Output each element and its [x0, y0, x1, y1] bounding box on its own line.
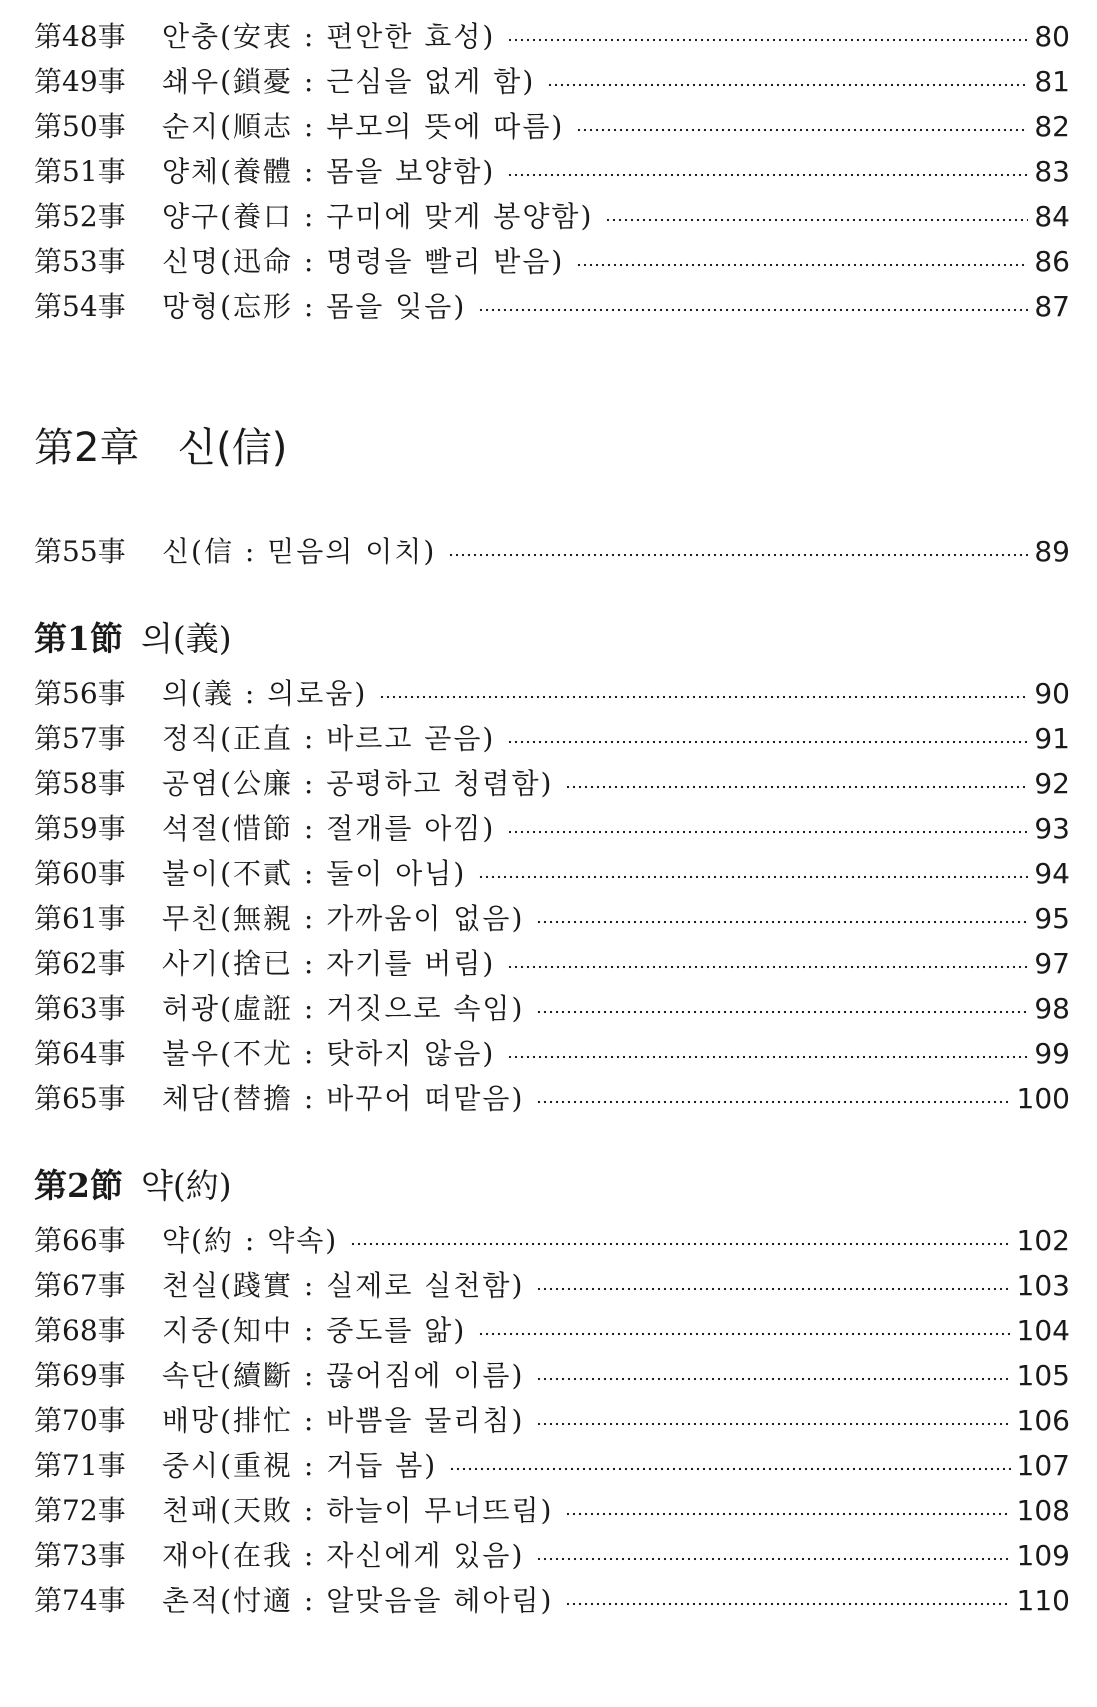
toc-entry: [34, 1444, 1070, 1488]
entry-page-number: 110: [1016, 1584, 1070, 1617]
leader-dots: [507, 1055, 1028, 1059]
toc-entry: [34, 1032, 1070, 1076]
toc-entry: [34, 1077, 1070, 1121]
entry-number: 第49事: [34, 65, 126, 98]
entry-page-number: 100: [1016, 1082, 1070, 1115]
entry-page-number: 105: [1016, 1359, 1070, 1392]
entry-page-number: 89: [1034, 535, 1070, 568]
leader-dots: [448, 553, 1028, 557]
leader-dots: [536, 1377, 1010, 1381]
leader-dots: [565, 1602, 1010, 1606]
entry-page-number: 94: [1034, 857, 1070, 890]
section-title: 약(約): [140, 1166, 232, 1205]
entry-number: 第62事: [34, 947, 126, 980]
entry-page-number: 102: [1016, 1224, 1070, 1257]
entry-title: 배망(排忙 : 바쁨을 물리침): [162, 1404, 525, 1437]
toc-entry: [34, 1579, 1070, 1623]
entry-title: 양구(養口 : 구미에 맞게 봉양함): [162, 200, 594, 233]
entry-title: 정직(正直 : 바르고 곧음): [162, 722, 496, 755]
entry-page-number: 83: [1034, 155, 1070, 188]
entry-page-number: 104: [1016, 1314, 1070, 1347]
entry-page-number: 81: [1034, 65, 1070, 98]
toc-entry: [34, 852, 1070, 896]
entry-number: 第61事: [34, 902, 126, 935]
entry-page-number: 109: [1016, 1539, 1070, 1572]
leader-dots: [565, 785, 1028, 789]
chapter-title: 신(信): [177, 425, 288, 471]
entry-title: 속단(續斷 : 끊어짐에 이름): [162, 1359, 525, 1392]
entry-title: 공염(公廉 : 공평하고 청렴함): [162, 767, 554, 800]
leader-dots: [507, 740, 1028, 744]
entry-page-number: 107: [1016, 1449, 1070, 1482]
entry-title: 불이(不貳 : 둘이 아님): [162, 857, 467, 890]
entry-title: 순지(順志 : 부모의 뜻에 따름): [162, 110, 565, 143]
leader-dots: [507, 830, 1028, 834]
toc-entry: [34, 1264, 1070, 1308]
toc-entry: [34, 942, 1070, 986]
leader-dots: [547, 83, 1028, 87]
entry-title: 의(義 : 의로움): [162, 677, 368, 710]
entry-number: 第60事: [34, 857, 126, 890]
toc-entry: [34, 195, 1070, 239]
toc-entry: [34, 672, 1070, 716]
entry-number: 第53事: [34, 245, 126, 278]
entry-title: 석절(惜節 : 절개를 아낌): [162, 812, 496, 845]
leader-dots: [507, 38, 1028, 42]
entry-number: 第74事: [34, 1584, 126, 1617]
entry-number: 第56事: [34, 677, 126, 710]
entry-title: 지중(知中 : 중도를 앎): [162, 1314, 467, 1347]
entry-page-number: 97: [1034, 947, 1070, 980]
leader-dots: [350, 1242, 1010, 1246]
entry-page-number: 87: [1034, 290, 1070, 323]
entry-page-number: 93: [1034, 812, 1070, 845]
entry-number: 第65事: [34, 1082, 126, 1115]
entry-page-number: 95: [1034, 902, 1070, 935]
leader-dots: [576, 263, 1028, 267]
leader-dots: [536, 1010, 1028, 1014]
leader-dots: [536, 920, 1028, 924]
leader-dots: [536, 1100, 1010, 1104]
entry-page-number: 98: [1034, 992, 1070, 1025]
toc-entry: [34, 1309, 1070, 1353]
entry-number: 第58事: [34, 767, 126, 800]
entry-title: 무친(無親 : 가까움이 없음): [162, 902, 525, 935]
entry-number: 第48事: [34, 20, 126, 53]
entry-title: 천패(天敗 : 하늘이 무너뜨림): [162, 1494, 554, 1527]
leader-dots: [478, 308, 1028, 312]
entry-page-number: 90: [1034, 677, 1070, 710]
toc-entry: [34, 60, 1070, 104]
leader-dots: [507, 965, 1028, 969]
entry-title: 천실(踐實 : 실제로 실천함): [162, 1269, 525, 1302]
entry-number: 第50事: [34, 110, 126, 143]
section-heading: [34, 615, 232, 663]
toc-entry: [34, 15, 1070, 59]
entry-title: 촌적(忖適 : 알맞음을 헤아림): [162, 1584, 554, 1617]
entry-title: 안충(安衷 : 편안한 효성): [162, 20, 496, 53]
leader-dots: [536, 1422, 1010, 1426]
entry-number: 第70事: [34, 1404, 126, 1437]
entry-title: 양체(養體 : 몸을 보양함): [162, 155, 496, 188]
entry-number: 第64事: [34, 1037, 126, 1070]
entry-title: 재아(在我 : 자신에게 있음): [162, 1539, 525, 1572]
leader-dots: [536, 1557, 1010, 1561]
entry-number: 第52事: [34, 200, 126, 233]
entry-number: 第72事: [34, 1494, 126, 1527]
entry-page-number: 91: [1034, 722, 1070, 755]
entry-page-number: 108: [1016, 1494, 1070, 1527]
entry-title: 신명(迅命 : 명령을 빨리 받음): [162, 245, 565, 278]
entry-number: 第59事: [34, 812, 126, 845]
entry-page-number: 99: [1034, 1037, 1070, 1070]
toc-entry: [34, 897, 1070, 941]
entry-number: 第68事: [34, 1314, 126, 1347]
entry-title: 약(約 : 약속): [162, 1224, 339, 1257]
leader-dots: [565, 1512, 1010, 1516]
toc-entry: [34, 1354, 1070, 1398]
entry-number: 第55事: [34, 535, 126, 568]
toc-entry: [34, 987, 1070, 1031]
entry-number: 第71事: [34, 1449, 126, 1482]
entry-number: 第54事: [34, 290, 126, 323]
entry-page-number: 103: [1016, 1269, 1070, 1302]
section-number: 第2節: [34, 1166, 123, 1205]
entry-number: 第73事: [34, 1539, 126, 1572]
entry-page-number: 86: [1034, 245, 1070, 278]
toc-entry: [34, 717, 1070, 761]
entry-number: 第69事: [34, 1359, 126, 1392]
toc-entry: [34, 807, 1070, 851]
entry-number: 第67事: [34, 1269, 126, 1302]
leader-dots: [605, 218, 1028, 222]
entry-title: 망형(忘形 : 몸을 잊음): [162, 290, 467, 323]
toc-entry: [34, 1219, 1070, 1263]
section-number: 第1節: [34, 619, 123, 658]
toc-entry: [34, 1489, 1070, 1533]
entry-number: 第63事: [34, 992, 126, 1025]
section-title: 의(義): [140, 619, 232, 658]
toc-entry: [34, 1534, 1070, 1578]
toc-entry: [34, 762, 1070, 806]
section-heading: [34, 1162, 232, 1210]
leader-dots: [449, 1467, 1010, 1471]
toc-entry: [34, 105, 1070, 149]
toc-entry: [34, 150, 1070, 194]
leader-dots: [379, 695, 1028, 699]
toc-entry: [34, 240, 1070, 284]
entry-title: 불우(不尤 : 탓하지 않음): [162, 1037, 496, 1070]
entry-page-number: 84: [1034, 200, 1070, 233]
chapter-number: 第2章: [34, 425, 140, 471]
leader-dots: [478, 875, 1028, 879]
leader-dots: [576, 128, 1028, 132]
toc-entry: [34, 1399, 1070, 1443]
entry-title: 사기(捨已 : 자기를 버림): [162, 947, 496, 980]
entry-title: 체담(替擔 : 바꾸어 떠맡음): [162, 1082, 525, 1115]
entry-page-number: 106: [1016, 1404, 1070, 1437]
entry-page-number: 92: [1034, 767, 1070, 800]
entry-page-number: 82: [1034, 110, 1070, 143]
chapter-heading: [34, 420, 287, 476]
entry-page-number: 80: [1034, 20, 1070, 53]
leader-dots: [507, 173, 1028, 177]
entry-number: 第66事: [34, 1224, 126, 1257]
leader-dots: [536, 1287, 1010, 1291]
entry-number: 第57事: [34, 722, 126, 755]
toc-entry: [34, 285, 1070, 329]
leader-dots: [478, 1332, 1010, 1336]
entry-title: 허광(虛誑 : 거짓으로 속임): [162, 992, 525, 1025]
entry-number: 第51事: [34, 155, 126, 188]
entry-title: 중시(重視 : 거듭 봄): [162, 1449, 438, 1482]
entry-title: 쇄우(鎖憂 : 근심을 없게 함): [162, 65, 536, 98]
toc-entry: [34, 530, 1070, 574]
entry-title: 신(信 : 믿음의 이치): [162, 535, 437, 568]
